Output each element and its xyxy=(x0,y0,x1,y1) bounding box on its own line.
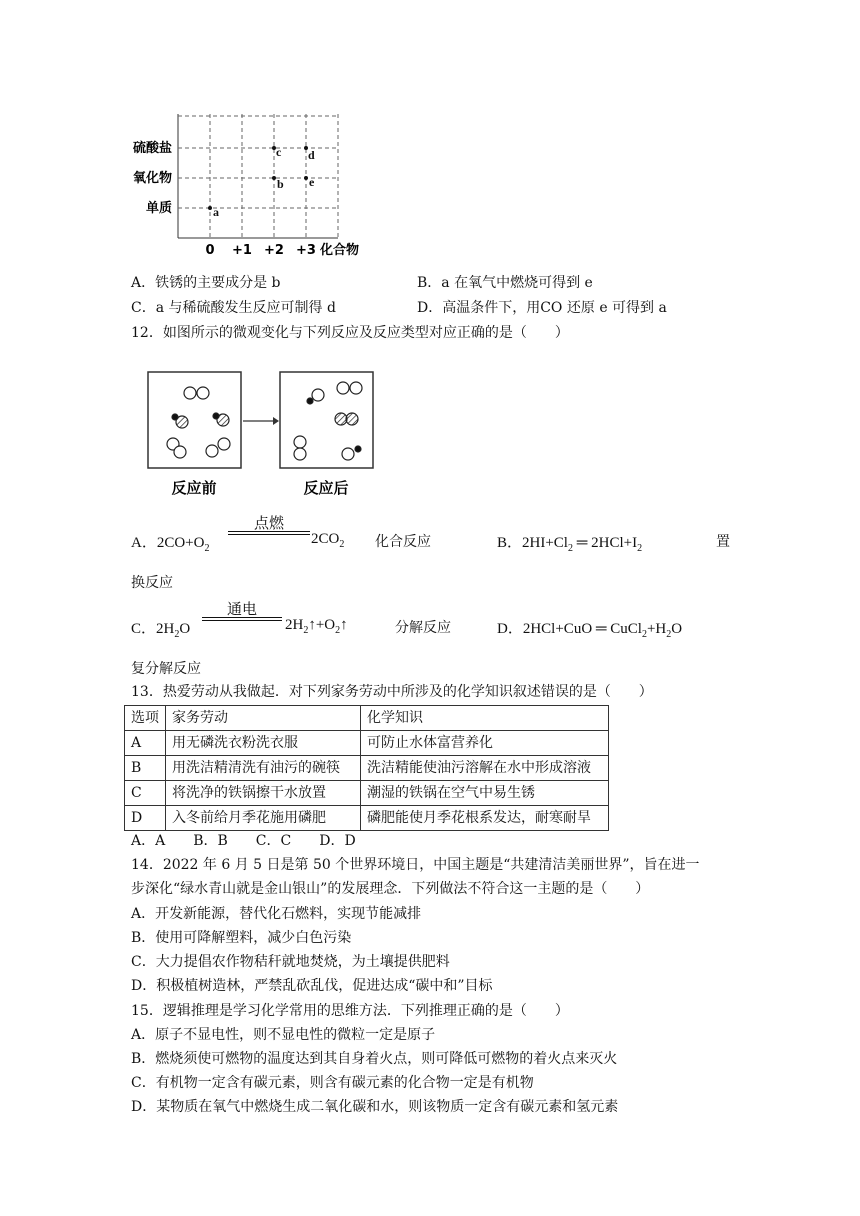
table-cell: C xyxy=(125,781,166,806)
q13-table xyxy=(124,705,609,831)
table-cell: 用洗洁精清洗有油污的碗筷 xyxy=(166,756,361,781)
q12-option-a-type: 化合反应 xyxy=(375,534,431,550)
table-cell: 潮湿的铁锅在空气中易生锈 xyxy=(361,781,609,806)
q15-stem: 15．逻辑推理是学习化学常用的思维方法．下列推理正确的是（ ） xyxy=(131,1003,569,1019)
table-cell: 用无磷洗衣粉洗衣服 xyxy=(166,731,361,756)
q12-option-a-condition: 点燃 xyxy=(253,516,284,532)
table-cell: 入冬前给月季花施用磷肥 xyxy=(166,806,361,831)
q13-stem: 13．热爱劳动从我做起．对下列家务劳动中所涉及的化学知识叙述错误的是（ ） xyxy=(131,684,653,700)
table-row xyxy=(125,781,609,806)
micro-reaction-diagram xyxy=(140,365,390,500)
table-cell: B xyxy=(125,756,166,781)
q12-option-b-type-part1: 置 xyxy=(716,534,730,550)
q14-option-b: B．使用可降解塑料，减少白色污染 xyxy=(131,930,352,946)
q12-option-a-equals xyxy=(228,531,310,535)
q11-option-a: A．铁锈的主要成分是 b xyxy=(131,275,281,291)
q12-option-d: D．2HCl+CuO ═ $CuCl_2+H_2O$ xyxy=(497,621,683,640)
q12-option-c: C．$2H_2O$ xyxy=(131,621,191,640)
q14-stem-line1: 14．2022 年 6 月 5 日是第 50 个世界环境日，中国主题是“共建清洁美丽世界”，旨在进一 xyxy=(131,857,700,873)
x-label-1: +1 xyxy=(232,243,252,258)
q13-answer-options: A．A B．B C．C D．D xyxy=(131,833,356,849)
point-a-label: a xyxy=(213,205,219,219)
point-b-label: b xyxy=(277,177,284,191)
x-label-0: 0 xyxy=(205,243,215,258)
before-label: 反应前 xyxy=(171,479,217,497)
table-cell: 可防止水体富营养化 xyxy=(361,731,609,756)
q12-option-c-product: $2H_2↑+O_2↑$ xyxy=(285,617,348,636)
table-cell: D xyxy=(125,806,166,831)
q15-option-b: B．燃烧须使可燃物的温度达到其自身着火点，则可降低可燃物的着火点来灭火 xyxy=(131,1051,618,1067)
q15-option-d: D．某物质在氧气中燃烧生成二氧化碳和水，则该物质一定含有碳元素和氢元素 xyxy=(131,1099,619,1115)
q12-option-c-type: 分解反应 xyxy=(395,620,451,636)
table-cell: 磷肥能使月季花根系发达，耐寒耐旱 xyxy=(361,806,609,831)
q15-option-c: C．有机物一定含有碳元素，则含有碳元素的化合物一定是有机物 xyxy=(131,1075,534,1091)
valence-chart xyxy=(130,110,370,260)
table-header-cell: 选项 xyxy=(125,706,166,731)
table-cell: A xyxy=(125,731,166,756)
q12-option-a: A．$2CO+O_2$ xyxy=(131,535,210,554)
x-label-2: +2 xyxy=(264,243,284,258)
table-header-cell: 家务劳动 xyxy=(166,706,361,731)
point-d-label: d xyxy=(308,148,315,162)
point-b xyxy=(272,176,276,180)
q12-option-c-condition: 通电 xyxy=(226,602,257,618)
y-label-oxide: 氧化物 xyxy=(132,171,172,186)
q15-option-a: A．原子不显电性，则不显电性的微粒一定是原子 xyxy=(131,1027,436,1043)
q12-option-a-product: $2CO_2$ xyxy=(311,531,345,550)
table-row xyxy=(125,731,609,756)
x-label-3: +3 xyxy=(296,243,316,258)
q11-option-c: C．a 与稀硫酸发生反应可制得 d xyxy=(131,300,336,316)
after-label: 反应后 xyxy=(303,479,349,497)
q12-option-b: B．$2HI+Cl_2$ ═ $2HCl+I_2$ xyxy=(497,535,643,554)
y-label-sulfate: 硫酸盐 xyxy=(132,141,172,156)
q11-option-b: B．a 在氧气中燃烧可得到 e xyxy=(417,275,593,291)
point-a xyxy=(208,206,212,210)
q14-stem-line2: 步深化“绿水青山就是金山银山”的发展理念．下列做法不符合这一主题的是（ ） xyxy=(131,881,650,897)
table-row xyxy=(125,756,609,781)
point-e-label: e xyxy=(309,175,315,189)
q12-stem: 12．如图所示的微观变化与下列反应及反应类型对应正确的是（ ） xyxy=(131,325,569,341)
q14-option-a: A．开发新能源，替代化石燃料，实现节能减排 xyxy=(131,906,422,922)
table-header-row xyxy=(125,706,609,731)
reaction-arrow xyxy=(243,417,279,425)
x-label-compound: 化合物 xyxy=(320,243,360,258)
table-row xyxy=(125,806,609,831)
q12-option-c-equals xyxy=(202,617,282,621)
table-cell: 洗洁精能使油污溶解在水中形成溶液 xyxy=(361,756,609,781)
q14-option-c: C．大力提倡农作物秸秆就地焚烧，为土壤提供肥料 xyxy=(131,954,450,970)
table-cell: 将洗净的铁锅擦干水放置 xyxy=(166,781,361,806)
point-c-label: c xyxy=(276,145,282,159)
y-label-element: 单质 xyxy=(145,201,172,216)
q12-option-b-type-part2: 换反应 xyxy=(131,575,173,591)
q11-option-d: D．高温条件下，用CO 还原 e 可得到 a xyxy=(417,300,667,316)
table-header-cell: 化学知识 xyxy=(361,706,609,731)
q12-option-d-type: 复分解反应 xyxy=(131,661,201,677)
q14-option-d: D．积极植树造林，严禁乱砍乱伐，促进达成“碳中和”目标 xyxy=(131,978,493,994)
point-e xyxy=(304,176,308,180)
